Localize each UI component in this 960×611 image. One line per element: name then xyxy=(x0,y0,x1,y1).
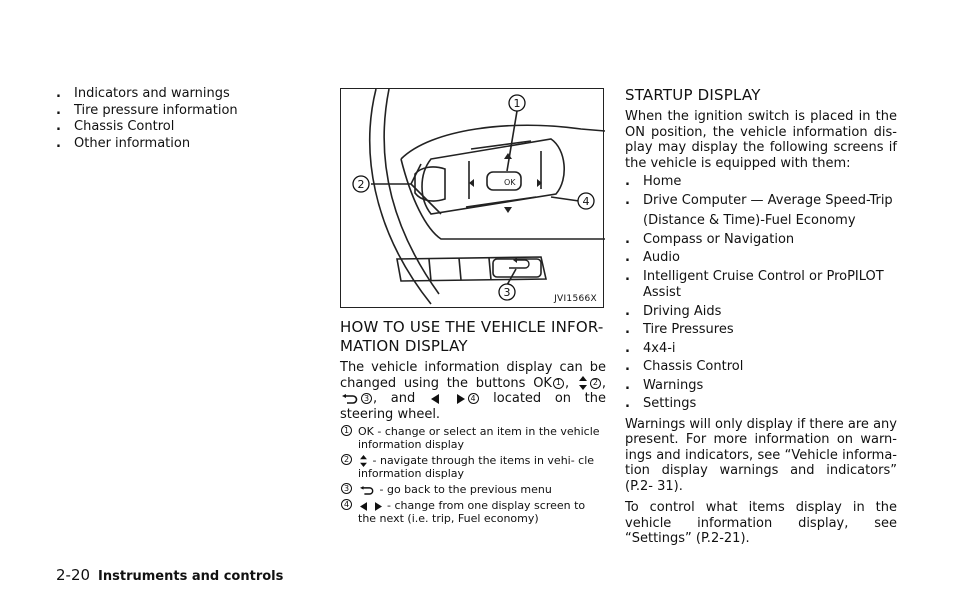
right-arrow-icon xyxy=(457,394,465,404)
left-column xyxy=(56,86,316,152)
callout-ref-3: 3 xyxy=(361,393,372,404)
callout-4: 4 xyxy=(582,195,590,208)
button-descriptions xyxy=(340,425,606,525)
left-arrow-icon xyxy=(431,394,439,404)
up-down-arrow-icon xyxy=(579,376,587,390)
list-item: 4 - change from one display screen to the next (i.e. trip, Fuel economy) xyxy=(340,499,606,525)
callout-3: 3 xyxy=(503,286,511,299)
list-item: . Tire pressure information xyxy=(56,102,238,118)
back-arrow-icon xyxy=(360,486,374,495)
list-item: . Drive Computer — Average Speed-Trip (Distance & Time)-Fuel Economy xyxy=(625,192,893,228)
list-item: 1 OK - change or select an item in the vehicle information display xyxy=(340,425,606,451)
back-arrow-icon xyxy=(342,394,358,404)
figure-code: JVI1566X xyxy=(554,294,597,304)
list-item: . Indicators and warnings xyxy=(56,86,230,101)
list-item: . Chassis Control xyxy=(56,119,175,134)
steering-wheel-illustration xyxy=(341,89,605,309)
steering-switch-figure xyxy=(340,88,604,308)
page-footer xyxy=(56,566,283,584)
how-to-paragraph: The vehicle information display can be changed using the buttons OK 1 , 2 , 3 , and 4 located on the steering wheel. xyxy=(340,360,607,422)
list-item: . Chassis Control xyxy=(625,359,744,374)
callout-ref-4: 4 xyxy=(468,393,479,404)
section-heading-how-to: HOW TO USE THE VEHICLE INFOR- MATION DISPLAY xyxy=(340,318,604,355)
list-item: . 4x4-i xyxy=(625,340,676,356)
callout-1: 1 xyxy=(513,97,521,110)
list-item: . Home xyxy=(625,174,682,189)
list-item: . Settings xyxy=(625,396,697,411)
settings-paragraph: To control what items display in the vehicle information display, see “Settings” (P.2-21). xyxy=(625,500,897,546)
warnings-paragraph: Warnings will only display if there are any present. For more information on warn- ings and indicators, see “Vehicle informa- tion display warnings and indicators” (P.2- 31). xyxy=(625,416,897,494)
list-item: . Tire Pressures xyxy=(625,322,734,337)
callout-ref-2: 2 xyxy=(590,378,601,389)
list-item: . Audio xyxy=(625,250,680,265)
list-item: . Compass or Navigation xyxy=(625,231,795,247)
list-item: . Other information xyxy=(56,135,191,151)
callout-2: 2 xyxy=(357,178,365,191)
list-item: . Intelligent Cruise Control or ProPILOT Assist xyxy=(625,268,884,300)
right-column xyxy=(625,86,897,547)
startup-screen-list xyxy=(625,174,897,413)
list-item: 2 - navigate through the items in vehi- cle information display xyxy=(340,454,606,480)
list-item: 3 - go back to the previous menu xyxy=(340,483,606,496)
right-arrow-icon xyxy=(375,502,382,511)
page-number: 2-20 xyxy=(56,566,91,584)
left-arrow-icon xyxy=(360,502,367,511)
callout-ref-1: 1 xyxy=(553,378,564,389)
middle-column xyxy=(340,86,606,525)
up-down-arrow-icon xyxy=(360,455,367,467)
section-title: Instruments and controls xyxy=(98,569,284,584)
startup-intro: When the ignition switch is placed in the ON position, the vehicle information dis- play may display the following screens if the vehicle is equipped with them: xyxy=(625,109,897,171)
ok-button-label: OK xyxy=(504,178,516,187)
list-item: . Driving Aids xyxy=(625,303,722,319)
list-item: . Warnings xyxy=(625,377,704,393)
feature-list xyxy=(56,86,316,152)
section-heading-startup: STARTUP DISPLAY xyxy=(625,86,761,104)
